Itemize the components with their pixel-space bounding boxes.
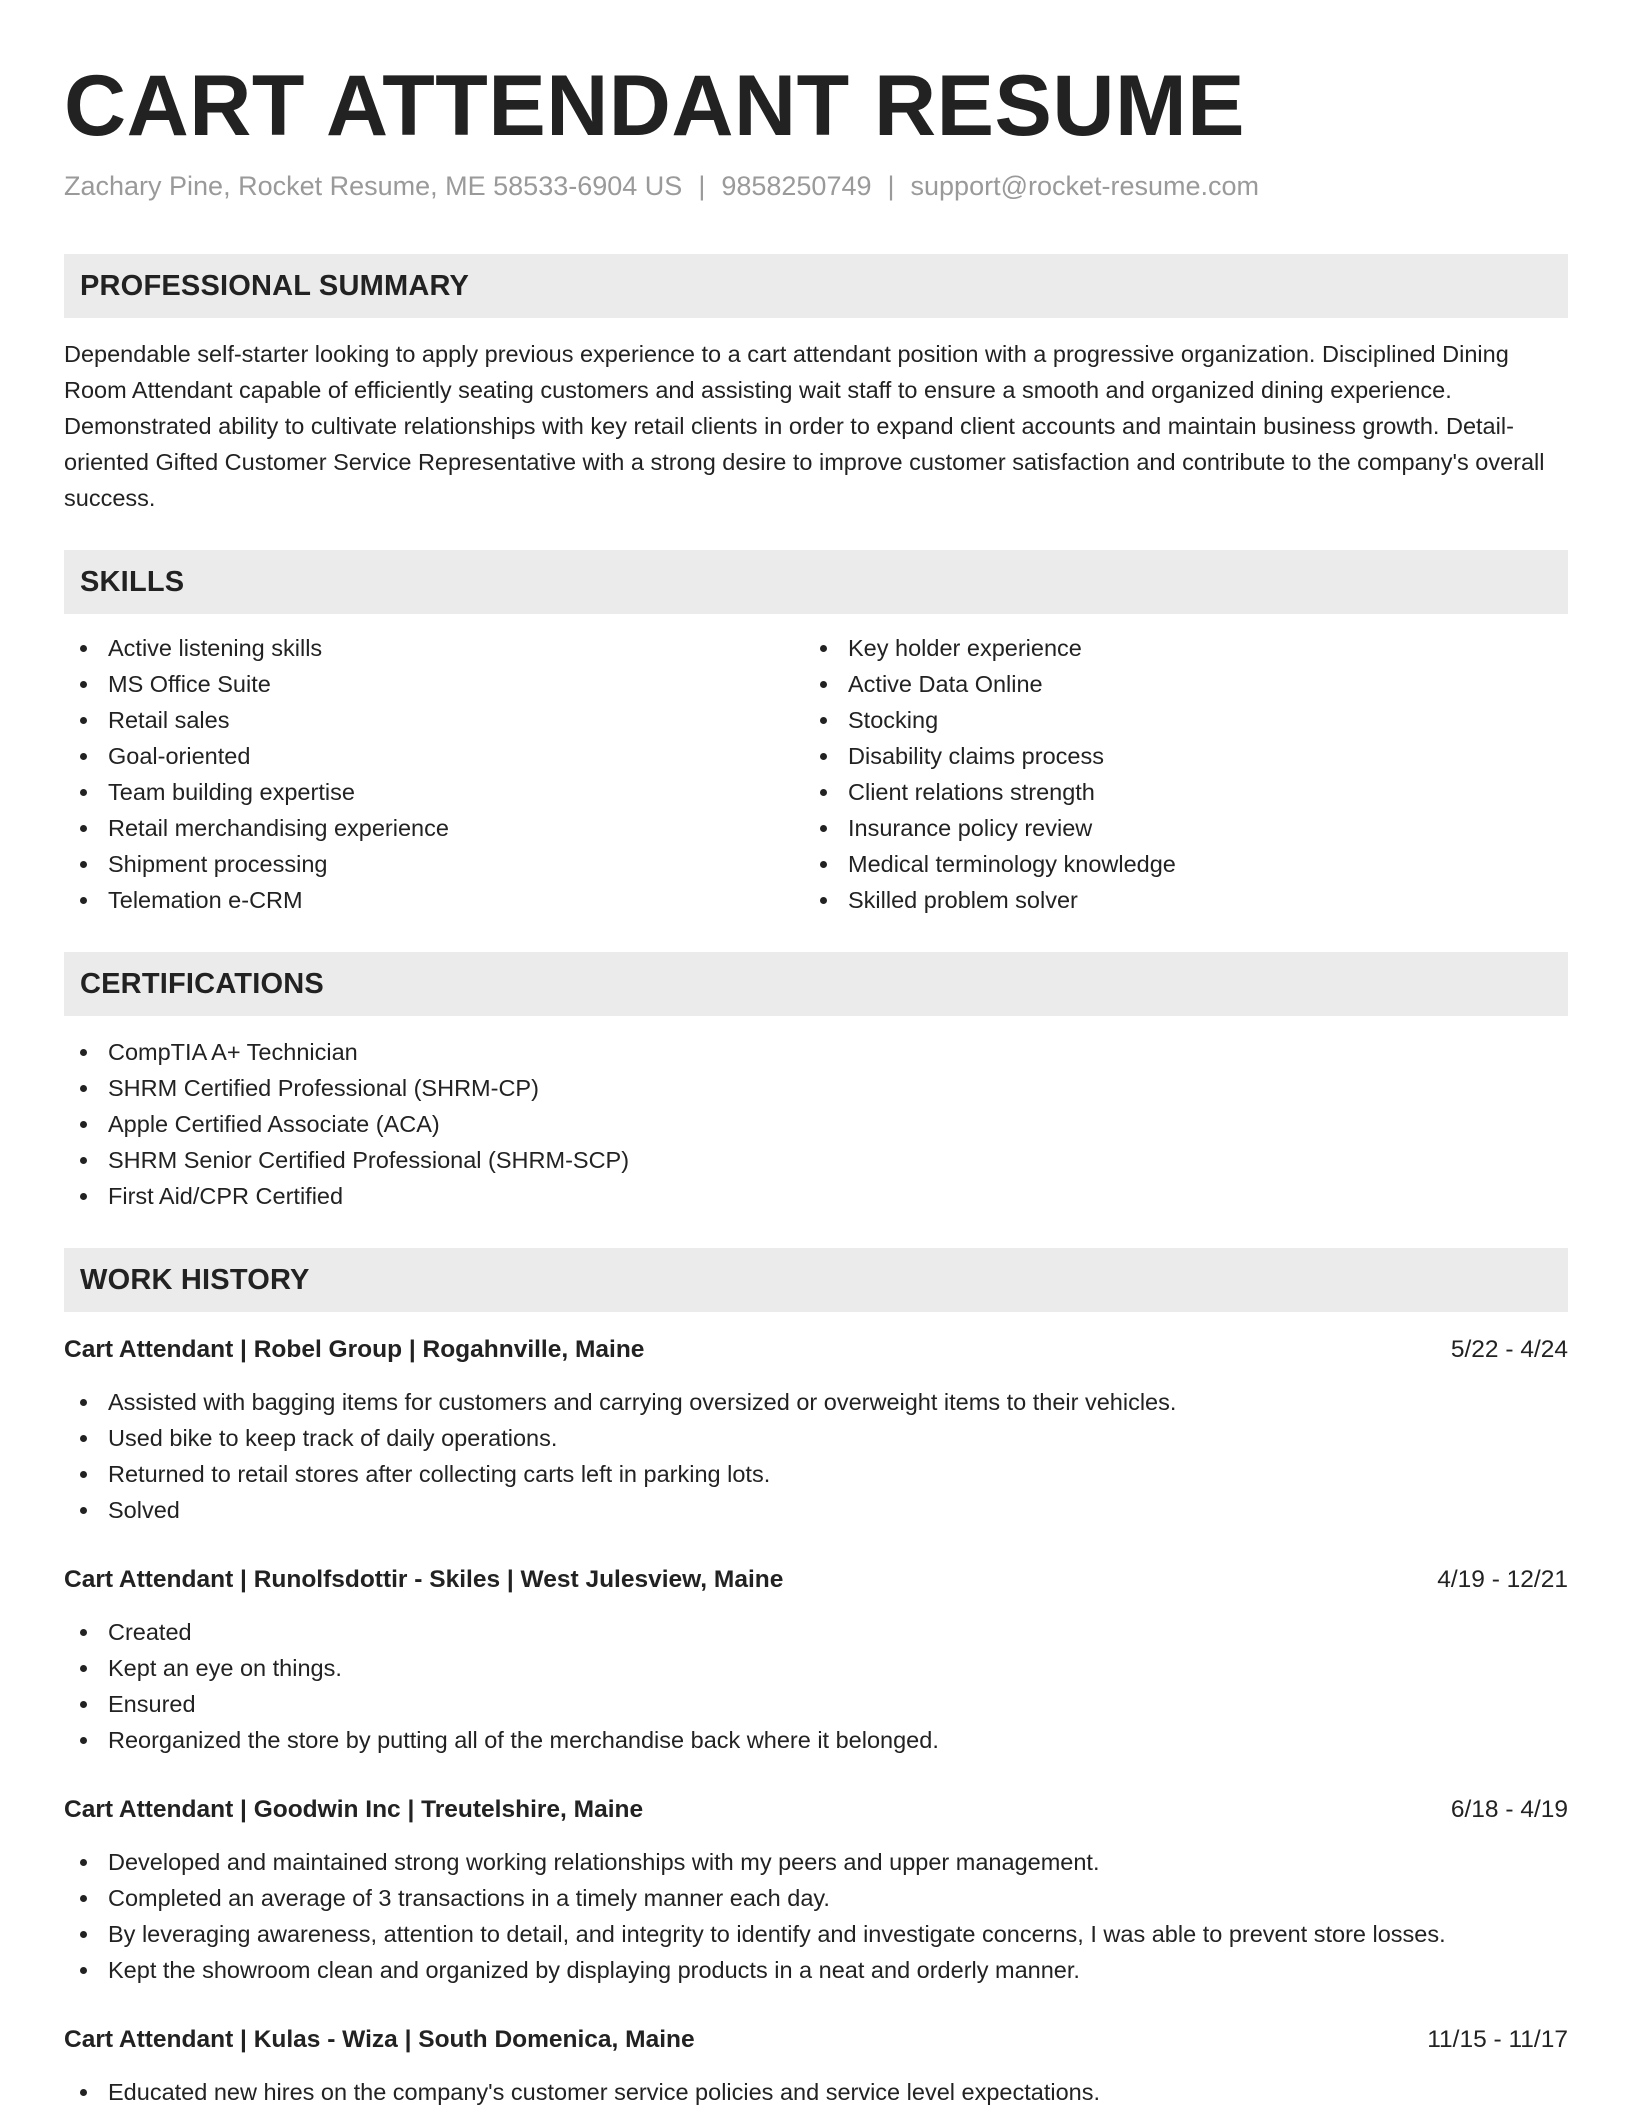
contact-phone: 9858250749 xyxy=(721,171,872,201)
contact-separator: | xyxy=(887,171,895,201)
contact-address: Zachary Pine, Rocket Resume, ME 58533-6904 US xyxy=(64,171,683,201)
skill-item: Goal-oriented xyxy=(64,738,804,774)
skill-item: Skilled problem solver xyxy=(804,882,1544,918)
section-heading-skills: SKILLS xyxy=(64,550,1568,614)
certification-item: Apple Certified Associate (ACA) xyxy=(64,1106,1568,1142)
job-bullet: Developed and maintained strong working relationships with my peers and upper management. xyxy=(64,1844,1568,1880)
job-bullet: Educated new hires on the company's customer service policies and service level expectations. xyxy=(64,2074,1568,2110)
job-bullet: Assisted with bagging items for customers and carrying oversized or overweight items to their vehicles. xyxy=(64,1384,1568,1420)
section-heading-certifications: CERTIFICATIONS xyxy=(64,952,1568,1016)
summary-text: Dependable self-starter looking to apply previous experience to a cart attendant position with a progressive organization. Disciplined Dining Room Attendant capable of efficiently seating customers and assisting wait staff to ensure a smooth and organized dining experience. Demonstrated ability to cultivate relationships with key retail clients in order to expand client accounts and maintain business growth. Detail-oriented Gifted Customer Service Representative with a strong desire to improve customer satisfaction and contribute to the company's overall success. xyxy=(64,341,1545,511)
job-title: Cart Attendant | Runolfsdottir - Skiles | West Julesview, Maine xyxy=(64,1566,784,1593)
skill-item: Active listening skills xyxy=(64,630,804,666)
job-dates: 5/22 - 4/24 xyxy=(1450,1336,1568,1363)
skill-item: Disability claims process xyxy=(804,738,1544,774)
job-header xyxy=(64,1332,1568,1368)
job-bullet: Solved xyxy=(64,1492,1568,1528)
job-entry xyxy=(64,1332,1568,1528)
job-header xyxy=(64,1792,1568,1828)
job-header xyxy=(64,2022,1568,2058)
job-bullet: Kept the showroom clean and organized by displaying products in a neat and orderly manner. xyxy=(64,1952,1568,1988)
job-entry xyxy=(64,1562,1568,1758)
certifications-list xyxy=(64,1034,1568,1214)
skill-item: Insurance policy review xyxy=(804,810,1544,846)
job-bullet: Used bike to keep track of daily operations. xyxy=(64,1420,1568,1456)
professional-summary-section xyxy=(64,254,1568,516)
section-heading-work-history: WORK HISTORY xyxy=(64,1248,1568,1312)
job-entry xyxy=(64,2022,1568,2110)
section-heading-summary: PROFESSIONAL SUMMARY xyxy=(64,254,1568,318)
skill-item: Team building expertise xyxy=(64,774,804,810)
job-bullet: Kept an eye on things. xyxy=(64,1650,1568,1686)
job-title: Cart Attendant | Goodwin Inc | Treutelshire, Maine xyxy=(64,1796,644,1823)
skill-item: Active Data Online xyxy=(804,666,1544,702)
job-header xyxy=(64,1562,1568,1598)
skill-item: MS Office Suite xyxy=(64,666,804,702)
contact-line xyxy=(64,168,1568,204)
job-bullets xyxy=(64,1384,1568,1528)
skill-item: Key holder experience xyxy=(804,630,1544,666)
job-entry xyxy=(64,1792,1568,1988)
job-dates: 11/15 - 11/17 xyxy=(1427,2026,1568,2053)
skill-item: Client relations strength xyxy=(804,774,1544,810)
job-bullet: Returned to retail stores after collecting carts left in parking lots. xyxy=(64,1456,1568,1492)
skill-item: Retail sales xyxy=(64,702,804,738)
skill-item: Retail merchandising experience xyxy=(64,810,804,846)
skills-list-left xyxy=(64,630,804,918)
job-dates: 6/18 - 4/19 xyxy=(1450,1796,1568,1823)
contact-separator: | xyxy=(698,171,706,201)
resume-title: CART ATTENDANT RESUME xyxy=(64,58,1245,154)
job-bullets xyxy=(64,1844,1568,1988)
certification-item: CompTIA A+ Technician xyxy=(64,1034,1568,1070)
job-bullet: By leveraging awareness, attention to detail, and integrity to identify and investigate concerns, I was able to prevent store losses. xyxy=(64,1916,1568,1952)
skill-item: Shipment processing xyxy=(64,846,804,882)
job-bullet: Ensured xyxy=(64,1686,1568,1722)
job-bullets xyxy=(64,1614,1568,1758)
job-title: Cart Attendant | Robel Group | Rogahnville, Maine xyxy=(64,1336,645,1363)
skill-item: Medical terminology knowledge xyxy=(804,846,1544,882)
job-bullet: Completed an average of 3 transactions in a timely manner each day. xyxy=(64,1880,1568,1916)
certifications-section xyxy=(64,952,1568,1214)
job-bullet: Created xyxy=(64,1614,1568,1650)
certification-item: SHRM Senior Certified Professional (SHRM-SCP) xyxy=(64,1142,1568,1178)
skills-section xyxy=(64,550,1568,918)
skill-item: Stocking xyxy=(804,702,1544,738)
job-dates: 4/19 - 12/21 xyxy=(1437,1566,1568,1593)
work-history-section xyxy=(64,1248,1568,2110)
job-bullets xyxy=(64,2074,1568,2110)
certification-item: First Aid/CPR Certified xyxy=(64,1178,1568,1214)
skills-columns xyxy=(64,630,1568,918)
job-title: Cart Attendant | Kulas - Wiza | South Domenica, Maine xyxy=(64,2026,695,2053)
skill-item: Telemation e-CRM xyxy=(64,882,804,918)
contact-email: support@rocket-resume.com xyxy=(910,171,1260,201)
skills-list-right xyxy=(804,630,1544,918)
job-bullet: Reorganized the store by putting all of the merchandise back where it belonged. xyxy=(64,1722,1568,1758)
certification-item: SHRM Certified Professional (SHRM-CP) xyxy=(64,1070,1568,1106)
